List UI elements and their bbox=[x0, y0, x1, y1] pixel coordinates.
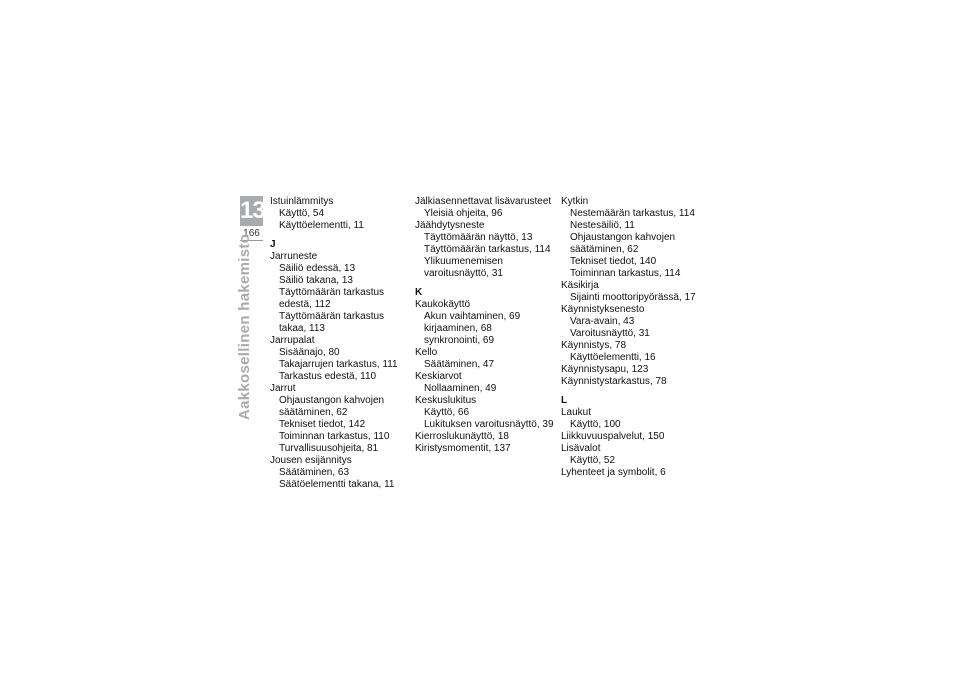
index-column-2 bbox=[415, 196, 560, 455]
index-entry: Kytkin bbox=[561, 196, 589, 207]
index-entry: Jousen esijännitys bbox=[270, 455, 352, 466]
index-subentry: Käyttöelementti, 11 bbox=[279, 220, 364, 231]
index-subentry: synkronointi, 69 bbox=[424, 335, 495, 346]
index-entry: Istuinlämmitys bbox=[270, 196, 334, 207]
index-entry: Kierroslukunäyttö, 18 bbox=[415, 431, 509, 442]
index-subentry: Yleisiä ohjeita, 96 bbox=[424, 208, 503, 219]
index-entry: Keskiarvot bbox=[415, 371, 462, 382]
index-column-1 bbox=[270, 196, 410, 491]
index-subentry: Käyttö, 54 bbox=[279, 208, 325, 219]
index-subentry: Lukituksen varoitusnäyttö, 39 bbox=[424, 419, 554, 430]
index-subentry: Takajarrujen tarkastus, 111 bbox=[279, 359, 398, 370]
index-entry: Käynnistys, 78 bbox=[561, 340, 627, 351]
page-number: 166 bbox=[240, 228, 263, 241]
index-subentry: Varoitusnäyttö, 31 bbox=[570, 328, 650, 339]
index-subentry: Vara-avain, 43 bbox=[570, 316, 635, 327]
index-subentry: Säiliö takana, 13 bbox=[279, 275, 353, 286]
index-entry: Laukut bbox=[561, 407, 592, 418]
index-subentry: Täyttömäärän tarkastus bbox=[279, 311, 385, 322]
index-subentry: Säätäminen, 63 bbox=[279, 467, 350, 478]
index-column-3 bbox=[561, 196, 701, 479]
index-subentry: Sisäänajo, 80 bbox=[279, 347, 340, 358]
index-letter-heading: L bbox=[561, 395, 568, 406]
index-entry: Jarrupalat bbox=[270, 335, 315, 346]
index-subentry: Sijainti moottoripyörässä, 17 bbox=[570, 292, 696, 303]
index-entry: Jälkiasennettavat lisävarusteet bbox=[415, 196, 552, 207]
index-subentry: Täyttömäärän tarkastus, 114 bbox=[424, 244, 551, 255]
index-entry: Käsikirja bbox=[561, 280, 599, 291]
index-subentry: varoitusnäyttö, 31 bbox=[424, 268, 503, 279]
index-subentry: kirjaaminen, 68 bbox=[424, 323, 492, 334]
index-entry: Käynnistystarkastus, 78 bbox=[561, 376, 667, 387]
index-subentry: Ylikuumenemisen bbox=[424, 256, 503, 267]
index-entry: Jäähdytysneste bbox=[415, 220, 485, 231]
index-entry: Keskuslukitus bbox=[415, 395, 477, 406]
index-subentry: Täyttömäärän näyttö, 13 bbox=[424, 232, 533, 243]
index-subentry: Tekniset tiedot, 140 bbox=[570, 256, 657, 267]
index-subentry: Nollaaminen, 49 bbox=[424, 383, 497, 394]
index-subentry: edestä, 112 bbox=[279, 299, 331, 310]
index-subentry: Ohjaustangon kahvojen bbox=[279, 395, 385, 406]
index-entry: Jarrut bbox=[270, 383, 296, 394]
index-subentry: Säiliö edessä, 13 bbox=[279, 263, 356, 274]
index-subentry: Nestesäiliö, 11 bbox=[570, 220, 635, 231]
index-subentry: Säätäminen, 47 bbox=[424, 359, 495, 370]
index-entry: Kello bbox=[415, 347, 438, 358]
index-subentry: Käyttö, 100 bbox=[570, 419, 621, 430]
index-subentry: Nestemäärän tarkastus, 114 bbox=[570, 208, 695, 219]
index-subentry: Tarkastus edestä, 110 bbox=[279, 371, 377, 382]
index-entry: Kiristysmomentit, 137 bbox=[415, 443, 511, 454]
chapter-number: 13 bbox=[240, 197, 265, 224]
index-letter-heading: K bbox=[415, 287, 423, 298]
index-subentry: Käyttö, 66 bbox=[424, 407, 470, 418]
index-entry: Lyhenteet ja symbolit, 6 bbox=[561, 467, 666, 478]
index-letter-heading: J bbox=[270, 239, 276, 250]
index-entry: Jarruneste bbox=[270, 251, 318, 262]
index-subentry: Käyttö, 52 bbox=[570, 455, 616, 466]
index-subentry: Ohjaustangon kahvojen bbox=[570, 232, 676, 243]
index-entry: Käynnistysapu, 123 bbox=[561, 364, 649, 375]
index-subentry: Säätöelementti takana, 11 bbox=[279, 479, 395, 490]
index-entry: Lisävalot bbox=[561, 443, 601, 454]
index-subentry: säätäminen, 62 bbox=[570, 244, 639, 255]
index-subentry: Akun vaihtaminen, 69 bbox=[424, 311, 521, 322]
index-subentry: takaa, 113 bbox=[279, 323, 325, 334]
index-subentry: Täyttömäärän tarkastus bbox=[279, 287, 385, 298]
chapter-title: Aakkosellinen hakemisto bbox=[236, 233, 253, 420]
index-entry: Kaukokäyttö bbox=[415, 299, 471, 310]
index-subentry: Toiminnan tarkastus, 114 bbox=[570, 268, 681, 279]
index-subentry: Tekniset tiedot, 142 bbox=[279, 419, 366, 430]
index-subentry: Turvallisuusohjeita, 81 bbox=[279, 443, 379, 454]
index-subentry: säätäminen, 62 bbox=[279, 407, 348, 418]
index-subentry: Käyttöelementti, 16 bbox=[570, 352, 656, 363]
index-subentry: Toiminnan tarkastus, 110 bbox=[279, 431, 390, 442]
index-entry: Liikkuvuuspalvelut, 150 bbox=[561, 431, 665, 442]
index-entry: Käynnistyksenesto bbox=[561, 304, 645, 315]
